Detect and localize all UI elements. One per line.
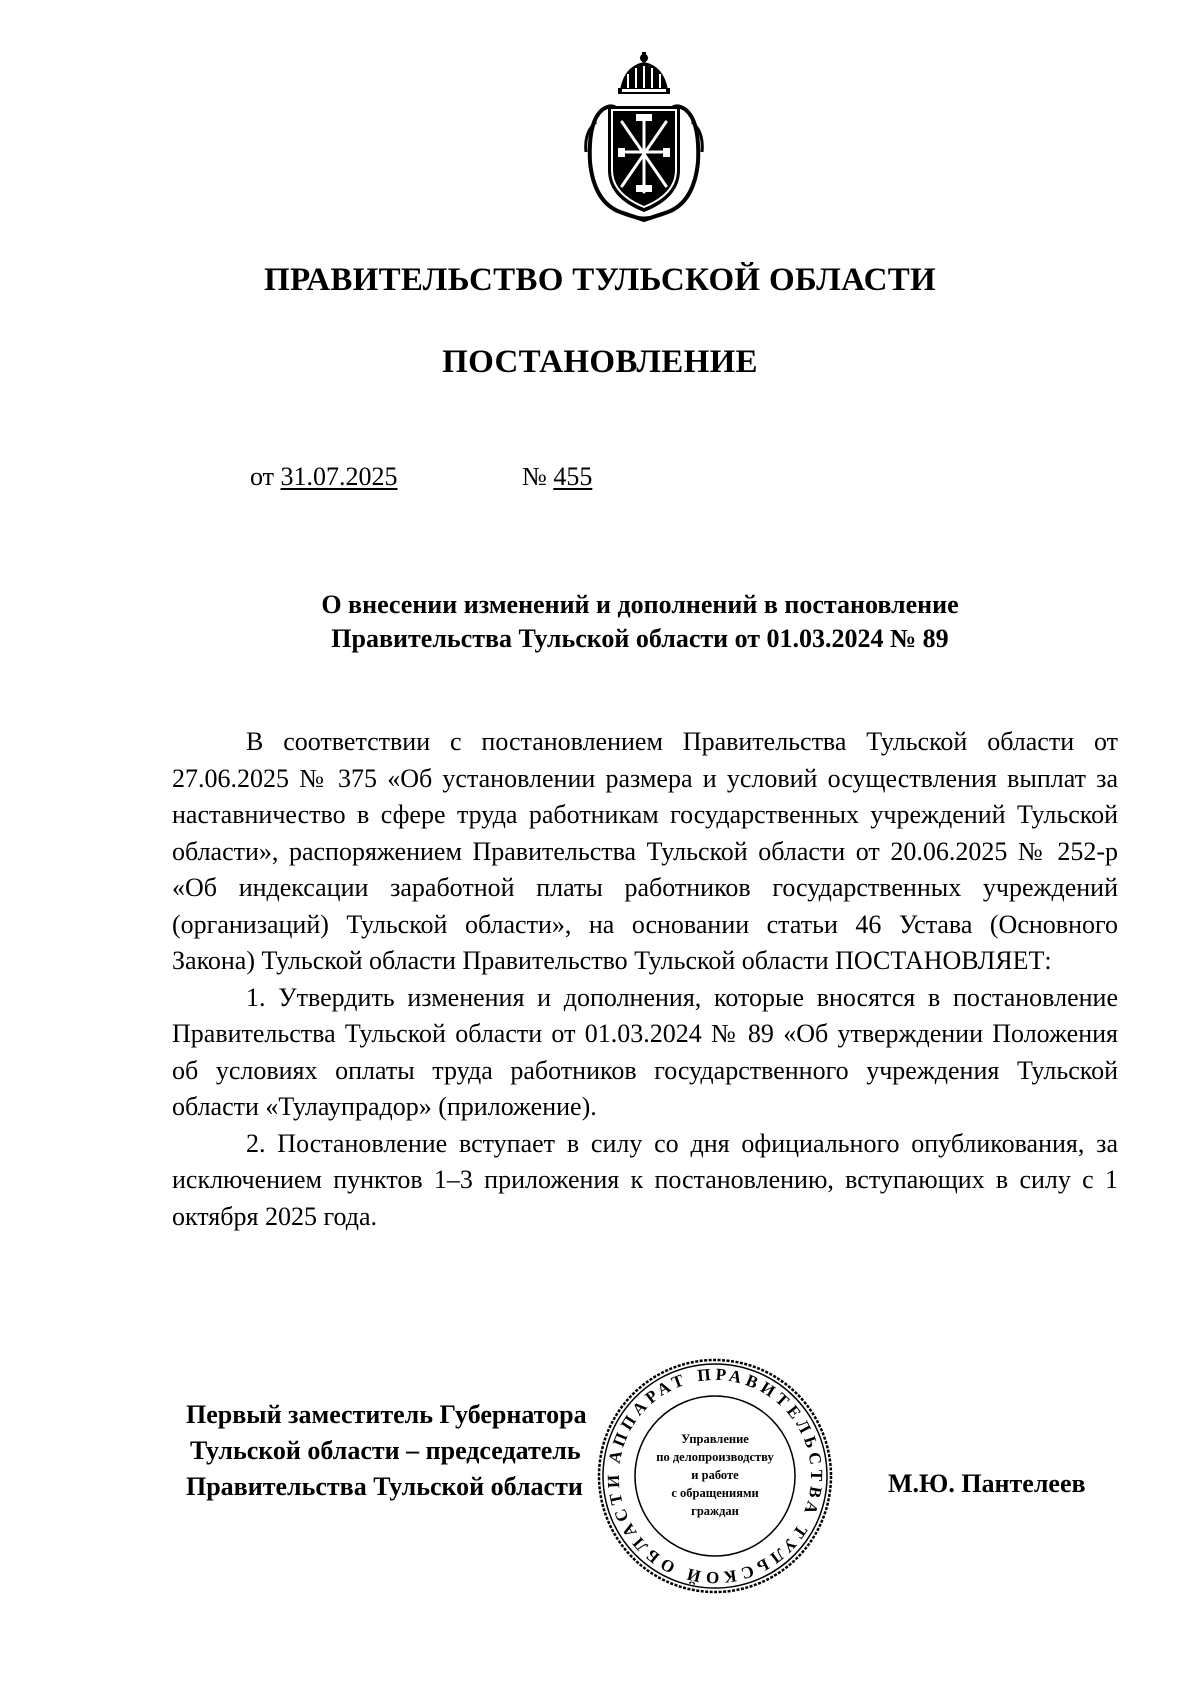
stamp-line-5: граждан xyxy=(691,1504,739,1518)
signatory-position-line-3: Правительства Тульской области xyxy=(186,1472,583,1501)
number-value: 455 xyxy=(553,462,593,491)
stamp-line-2: по делопроизводству xyxy=(656,1450,774,1464)
document-subject xyxy=(170,588,1110,656)
organization-title: ПРАВИТЕЛЬСТВО ТУЛЬСКОЙ ОБЛАСТИ xyxy=(264,262,936,298)
body-paragraph-preamble: В соответствии с постановлением Правительства Тульской области от 27.06.2025 № 375 «Об установлении размера и условий осуществления выплат за наставничество в сфере труда работникам государственных учреждений Тульской области», распоряжением Правительства Тульской области от 20.06.2025 № 252-р «Об индексации заработной платы работников государственных учреждений (организаций) Тульской области», на основании статьи 46 Устава (Основного Закона) Тульской области Правительство Тульской области ПОСТАНОВЛЯЕТ: xyxy=(172,727,1118,975)
document-date xyxy=(250,462,398,492)
number-prefix: № xyxy=(522,462,554,491)
signatory-position xyxy=(186,1397,587,1505)
subject-line-2: Правительства Тульской области от 01.03.2024 № 89 xyxy=(331,624,949,653)
date-value: 31.07.2025 xyxy=(280,462,398,491)
coat-of-arms-emblem xyxy=(580,52,708,224)
signatory-name: М.Ю. Пантелеев xyxy=(888,1469,1086,1498)
subject-line-1: О внесении изменений и дополнений в постановление xyxy=(321,590,959,619)
document-body xyxy=(172,724,1118,1235)
signatory-position-line-1: Первый заместитель Губернатора xyxy=(186,1400,587,1429)
body-paragraph-item-1: 1. Утвердить изменения и дополнения, которые вносятся в постановление Правительства Тульской области от 01.03.2024 № 89 «Об утверждении Положения об условиях оплаты труда работников государственного учреждения Тульской области «Тулаупрадор» (приложение). xyxy=(172,982,1118,1121)
stamp-ring-text: АППАРАТ ПРАВИТЕЛЬСТВА ТУЛЬСКОЙ ОБЛАСТИ xyxy=(603,1364,827,1588)
body-paragraph-item-2: 2. Постановление вступает в силу со дня официального опубликования, за исключением пунктов 1–3 приложения к постановлению, вступающих в силу с 1 октября 2025 года. xyxy=(172,1128,1118,1231)
date-prefix: от xyxy=(250,462,281,491)
document-type-title: ПОСТАНОВЛЕНИЕ xyxy=(442,344,758,380)
stamp-line-3: и работе xyxy=(691,1468,739,1482)
stamp-line-4: с обращениями xyxy=(671,1486,759,1500)
signatory-position-line-2: Тульской области – председатель xyxy=(190,1436,581,1465)
crown-icon xyxy=(618,52,670,94)
stamp-line-1: Управление xyxy=(681,1432,749,1446)
document-number xyxy=(522,462,592,492)
official-stamp xyxy=(596,1357,834,1595)
